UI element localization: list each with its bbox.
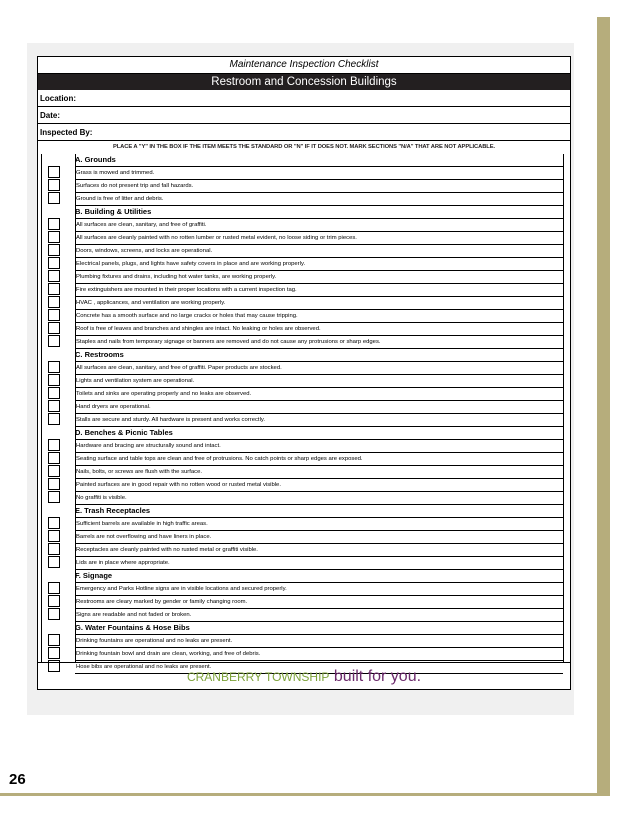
checklist-item (75, 244, 563, 257)
checklist-item-text: Receptacles are cleanly painted with no rusted metal or graffiti visible. (76, 547, 258, 553)
checklist-item-text: Electrical panels, plugs, and lights have safety covers in place and are working properly. (76, 261, 306, 267)
checklist-item-text: Fire extinguishers are mounted in their proper locations with a current inspection tag. (76, 287, 297, 293)
checklist-item-text: Concrete has a smooth surface and no large cracks or holes that may cause tripping. (76, 313, 298, 319)
bottom-accent-bar (0, 793, 610, 796)
checklist-item-text: All surfaces are cleanly painted with no rotten lumber or rusted metal evident, no loose siding or trim pieces. (76, 235, 357, 241)
checklist-item-text: Drinking fountain bowl and drain are clean, working, and free of debris. (76, 651, 261, 657)
checklist-item-text: Sufficient barrels are available in high traffic areas. (76, 521, 208, 527)
checklist-item (75, 361, 563, 374)
checkbox[interactable] (48, 452, 60, 464)
checklist-item (75, 413, 563, 427)
checklist-item-text: Drinking fountains are operational and no leaks are present. (76, 638, 233, 644)
checklist-item (75, 647, 563, 660)
section-heading: F. Signage (75, 571, 113, 580)
checklist-item (75, 452, 563, 465)
section-heading: B. Building & Utilities (75, 207, 152, 216)
section-heading: A. Grounds (75, 155, 116, 164)
checklist-item-text: Hand dryers are operational. (76, 404, 151, 410)
checklist-item-text: Painted surfaces are in good repair with no rotten wood or rusted metal visible. (76, 482, 281, 488)
checklist-item-text: Toilets and sinks are operating properly and no leaks are observed. (76, 391, 252, 397)
inspected-by-label: Inspected By: (40, 128, 93, 137)
side-accent-bar (597, 17, 610, 795)
footer-brand (38, 662, 570, 691)
checkbox[interactable] (48, 283, 60, 295)
checklist-item (75, 491, 563, 505)
checkbox[interactable] (48, 582, 60, 594)
checklist-item (75, 335, 563, 349)
checklist-item (75, 478, 563, 491)
checklist-item-text: Nails, bolts, or screws are flush with the surface. (76, 469, 203, 475)
checklist-item-text: HVAC , applicances, and ventilation are working properly. (76, 300, 226, 306)
checklist-item-text: Grass is mowed and trimmed. (76, 170, 155, 176)
checklist-item-text: Seating surface and table tops are clean and free of protrusions. No catch points or sharp edges are exposed. (76, 456, 363, 462)
checkbox[interactable] (48, 439, 60, 451)
checklist-item (75, 556, 563, 570)
checklist-item (75, 608, 563, 622)
checklist-subtitle: Restroom and Concession Buildings (38, 74, 570, 90)
checklist-item (75, 309, 563, 322)
checkbox[interactable] (48, 361, 60, 373)
checklist-item-text: Hose bibs are operational and no leaks are present. (76, 664, 212, 670)
checklist-item (75, 322, 563, 335)
checklist-item (75, 387, 563, 400)
checkbox[interactable] (48, 270, 60, 282)
inspected-by-field[interactable] (38, 124, 570, 141)
checkbox[interactable] (48, 179, 60, 191)
checklist-item (75, 179, 563, 192)
checkbox[interactable] (48, 530, 60, 542)
section-heading: E. Trash Receptacles (75, 506, 151, 515)
checklist-item (75, 634, 563, 647)
checklist-item (75, 166, 563, 179)
checklist-frame (37, 56, 571, 690)
left-rule (41, 154, 42, 662)
checklist-item (75, 400, 563, 413)
checklist-item-text: Signs are readable and not faded or broken. (76, 612, 192, 618)
checkbox[interactable] (48, 608, 60, 620)
checkbox[interactable] (48, 309, 60, 321)
checkbox[interactable] (48, 556, 60, 568)
checklist-item (75, 595, 563, 608)
checklist-item (75, 257, 563, 270)
checklist-item-text: Lights and ventilation system are operational. (76, 378, 195, 384)
checklist-item-text: Plumbing fixtures and drains, including hot water tanks, are working properly. (76, 274, 277, 280)
instruction-text: PLACE A "Y" IN THE BOX IF THE ITEM MEETS THE STANDARD OR "N" IF IT DOES NOT. MARK SECTIONS "N/A" THAT ARE NOT APPLICABLE. (112, 144, 496, 150)
checklist-item-text: Surfaces do not present trip and fall hazards. (76, 183, 194, 189)
checkbox[interactable] (48, 244, 60, 256)
checklist-title: Maintenance Inspection Checklist (38, 57, 570, 74)
date-label: Date: (40, 111, 61, 120)
checkbox[interactable] (48, 218, 60, 230)
location-label: Location: (40, 94, 76, 103)
location-field[interactable] (38, 90, 570, 107)
checklist-item-text: No graffiti is visible. (76, 495, 127, 501)
checklist-item (75, 465, 563, 478)
brand-name: CRANBERRY TOWNSHIP (186, 670, 330, 684)
checkbox[interactable] (48, 478, 60, 490)
checklist-item-text: All surfaces are clean, sanitary, and free of graffiti. (76, 222, 207, 228)
checklist-item-text: Emergency and Parks Hotline signs are in visible locations and secured properly. (76, 586, 287, 592)
checklist-item (75, 517, 563, 530)
date-field[interactable] (38, 107, 570, 124)
checkbox[interactable] (48, 335, 60, 347)
checkbox[interactable] (48, 491, 60, 503)
checklist-item-text: Barrels are not overflowing and have liners in place. (76, 534, 212, 540)
checklist-item-text: All surfaces are clean, sanitary, and free of graffiti. Paper products are stocked. (76, 365, 282, 371)
checkbox[interactable] (48, 595, 60, 607)
section-heading: D. Benches & Picnic Tables (75, 428, 173, 437)
checkbox[interactable] (48, 543, 60, 555)
checkbox[interactable] (48, 413, 60, 425)
page-number: 26 (9, 771, 26, 788)
checklist-item-text: Lids are in place where appropriate. (76, 560, 170, 566)
section-heading: C. Restrooms (75, 350, 124, 359)
checkbox[interactable] (48, 166, 60, 178)
checklist-item (75, 218, 563, 231)
checklist-item (75, 439, 563, 452)
checkbox[interactable] (48, 192, 60, 204)
checklist-body (38, 154, 570, 670)
checkbox[interactable] (48, 296, 60, 308)
checkbox[interactable] (48, 387, 60, 399)
checkbox[interactable] (48, 634, 60, 646)
checklist-item-text: Restrooms are cleary marked by gender or family changing room. (76, 599, 248, 605)
checklist-item (75, 231, 563, 244)
checklist-item (75, 543, 563, 556)
checkbox[interactable] (48, 322, 60, 334)
checkbox[interactable] (48, 374, 60, 386)
section-heading: G. Water Fountains & Hose Bibs (75, 623, 190, 632)
checklist-item (75, 283, 563, 296)
checkbox[interactable] (48, 231, 60, 243)
checkbox[interactable] (48, 257, 60, 269)
checklist-item (75, 192, 563, 206)
checklist-item (75, 270, 563, 283)
checklist-item-text: Ground is free of litter and debris. (76, 196, 164, 202)
checklist-item (75, 374, 563, 387)
checklist-item (75, 582, 563, 595)
checklist-item-text: Roof is free of leaves and branches and shingles are intact. No leaking or holes are observed. (76, 326, 321, 332)
checklist-item-text: Staples and nails from temporary signage or banners are removed and do not cause any protrusions or sharp edges. (76, 339, 381, 345)
checkbox[interactable] (48, 465, 60, 477)
brand-tagline: built for you. (333, 668, 422, 685)
checkbox[interactable] (48, 400, 60, 412)
checkbox[interactable] (48, 517, 60, 529)
checklist-item-text: Stalls are secure and sturdy. All hardware is present and works correctly. (76, 417, 266, 423)
right-rule (563, 154, 564, 662)
checklist-item-text: Hardware and bracing are structurally sound and intact. (76, 443, 221, 449)
checklist-item (75, 530, 563, 543)
checklist-item-text: Doors, windows, screens, and locks are operational. (76, 248, 213, 254)
checklist-item (75, 296, 563, 309)
checkbox[interactable] (48, 647, 60, 659)
